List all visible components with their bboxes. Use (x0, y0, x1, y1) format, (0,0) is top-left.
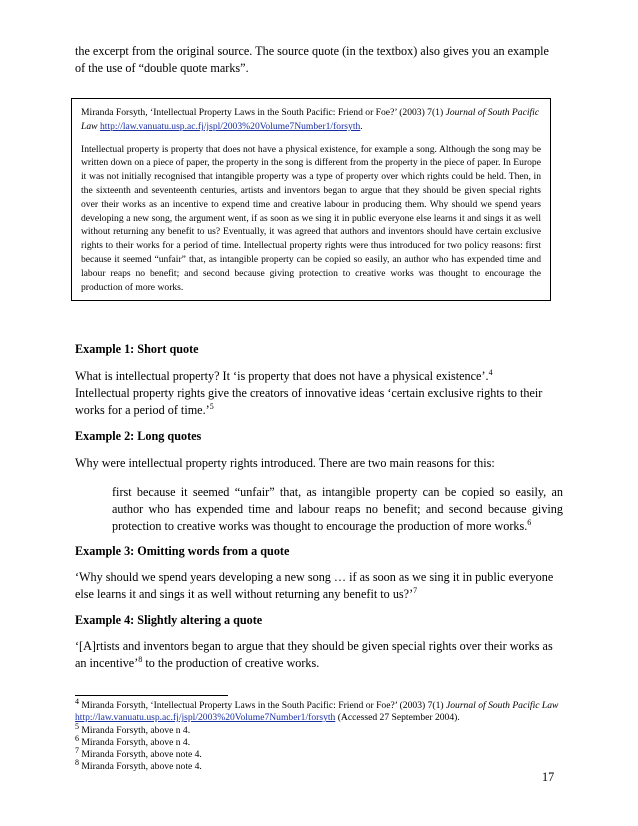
footnote-ref-5[interactable]: 5 (209, 401, 214, 411)
example-4-heading: Example 4: Slightly altering a quote (75, 613, 263, 627)
citation-end: . (360, 120, 363, 132)
footnote-number: 6 (75, 733, 79, 743)
footnote-number: 5 (75, 721, 79, 731)
footnote-link[interactable]: http://law.vanuatu.usp.ac.fj/jspl/2003%20Volume7Number1/forsyth (75, 712, 336, 724)
footnote-ref-4[interactable]: 4 (488, 367, 493, 377)
intro-line-2: of the use of “double quote marks”. (75, 61, 249, 75)
footnote-4 (75, 696, 565, 725)
footnote-7 (75, 746, 565, 761)
citation-text: Miranda Forsyth, ‘Intellectual Property Laws in the South Pacific: Friend or Foe?’ (2003) 7(1) (81, 107, 446, 118)
footnote-text: Miranda Forsyth, above n 4. (79, 736, 191, 748)
footnote-ref-7[interactable]: 7 (413, 585, 418, 595)
footnote-ref-6[interactable]: 6 (527, 517, 532, 527)
block-quote-text: first because it seemed “unfair” that, as intangible property can be copied so easily, an author who has expended time and labour reaps no benefit; and second because giving protection to creative works was thought to encourage the production of more works. (112, 485, 563, 533)
intro-paragraph (75, 43, 565, 77)
source-citation (81, 106, 541, 134)
footnote-journal: Journal of South Pacific Law (445, 700, 559, 711)
footnote-number: 8 (75, 758, 79, 768)
example-2-heading: Example 2: Long quotes (75, 429, 202, 443)
citation-link[interactable]: http://law.vanuatu.usp.ac.fj/jspl/2003%20Volume7Number1/forsyth (99, 120, 361, 132)
footnote-number: 7 (75, 746, 79, 755)
citation-journal: Journal of South Pacific Law (81, 107, 540, 132)
example-1-text (75, 368, 565, 419)
intro-line-1: the excerpt from the original source. The source quote (in the textbox) also gives you an example (75, 44, 549, 58)
example-1-heading: Example 1: Short quote (75, 342, 199, 356)
example-4-text (75, 638, 565, 672)
example-3-text (75, 569, 565, 603)
footnote-5 (75, 721, 565, 737)
example-2-block-quote (112, 484, 563, 535)
page-number: 17 (542, 770, 555, 784)
example-1-line-2: Intellectual property rights give the creators of innovative ideas ‘certain exclusive rights to their works for a period of time.’ (75, 386, 543, 417)
example-4-continuation: to the production of creative works. (142, 656, 320, 670)
example-3-heading: Example 3: Omitting words from a quote (75, 544, 290, 558)
footnote-8 (75, 758, 565, 773)
footnote-text: Miranda Forsyth, above note 4. (79, 749, 202, 761)
example-2-lead: Why were intellectual property rights introduced. There are two main reasons for this: (75, 456, 495, 470)
example-3-quote: ‘Why should we spend years developing a new song … if as soon as we sing it in public everyone else learns it and sings it as well without returning any benefit to us?’ (75, 570, 554, 601)
footnote-accessed: (Accessed 27 September 2004). (335, 712, 460, 724)
footnote-ref-8[interactable]: 8 (138, 654, 143, 664)
example-4-quote: ‘[A]rtists and inventors began to argue that they should be given special rights over their works as an incentive’ (75, 639, 553, 670)
footnotes (75, 696, 565, 774)
source-body: Intellectual property is property that does not have a physical existence, for example a song. Although the song may be written down on a piece of paper, the property in the song is different from the property in the piece of paper. In Europe it was not initially recognised that intangible property was a type of property over which rights could be held. Then, in the sixteenth and seventeenth centuries, artists and inventors began to argue that they should be given special rights over their works as an incentive to expend time and creative labour in producing them. Why should we spend years developing a new song, the argument went, if as soon as we sing it in public everyone else learns it and sings it as well without returning any benefit to us? Eventually, it was agreed that authors and inventors should have certain exclusive rights to their works for a period of time. Intellectual property rights were thus introduced for two policy reasons: first because it seemed “unfair” that, as intangible property can be copied so easily, an author who has expended time and labour reaps no benefit; and second because giving protection to creative works was thought to encourage the production of more works. (81, 143, 541, 293)
footnote-text: Miranda Forsyth, above note 4. (79, 761, 202, 773)
source-quote-textbox (71, 98, 551, 301)
footnote-text: Miranda Forsyth, ‘Intellectual Property Laws in the South Pacific: Friend or Foe?’ (2003) 7(1) (79, 700, 446, 711)
footnote-number: 4 (75, 696, 79, 706)
footnote-separator (75, 695, 228, 696)
example-1-line-1: What is intellectual property? It ‘is property that does not have a physical existence’. (75, 369, 489, 383)
footnote-6 (75, 733, 565, 749)
footnote-text: Miranda Forsyth, above n 4. (79, 724, 191, 736)
